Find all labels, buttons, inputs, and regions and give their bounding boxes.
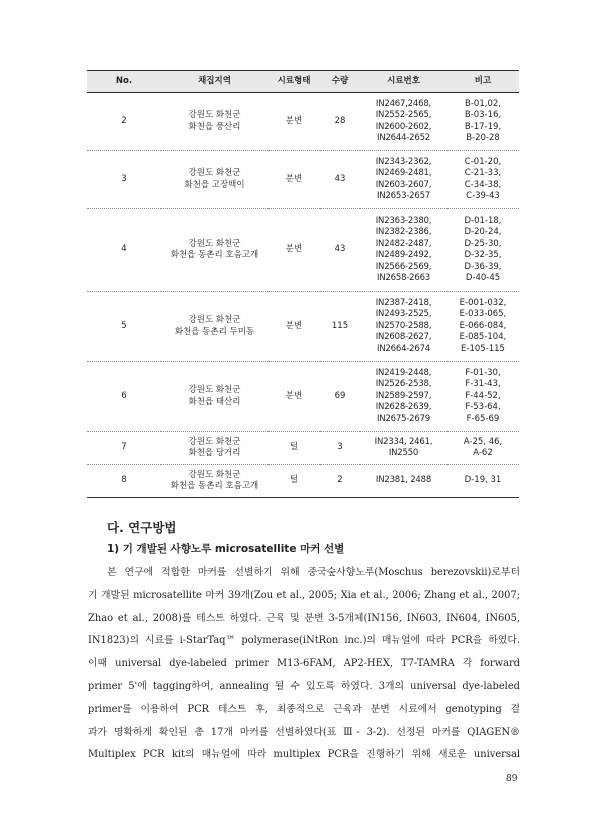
cell-region-line: 화천읍 동촌리 호음고개 [170, 250, 259, 260]
table-row [87, 362, 519, 432]
cell-notes [447, 292, 519, 362]
cell-sample-ids-line: IN2603-2607, [375, 179, 432, 190]
cell-sample-ids [360, 292, 447, 362]
cell-region-line: 강원도 화천군 [188, 469, 241, 480]
table-row [87, 209, 519, 292]
cell-sample-ids-line: IN2658-2663 [377, 273, 430, 283]
cell-region-line: 강원도 화천군 [188, 168, 241, 178]
cell-sample-ids-line: IN2387-2418, [375, 297, 432, 308]
table-row [87, 432, 519, 465]
cell-sample-ids [360, 465, 447, 498]
header-sample-ids: 시료번호 [360, 71, 447, 93]
cell-sample-ids-line: IN2482-2487, [375, 238, 432, 249]
cell-sample-form: 분변 [268, 209, 320, 292]
cell-sample-ids [360, 209, 447, 292]
cell-no: 5 [87, 292, 161, 362]
cell-no: 6 [87, 362, 161, 432]
cell-notes-line: E-001-032, [459, 297, 507, 308]
cell-region-line: 강원도 화천군 [188, 385, 241, 395]
cell-notes-line: B-20-28 [466, 133, 500, 143]
cell-sample-ids-line: IN2552-2565, [375, 110, 432, 120]
cell-notes-line: A-62 [473, 448, 493, 458]
cell-region [161, 209, 268, 292]
cell-notes-line: D-40-45 [465, 273, 501, 283]
subsection-title: 1) 기 개발된 사향노루 microsatellite 마커 선별 [107, 543, 345, 555]
cell-sample-ids-line: IN2675-2679 [377, 413, 430, 424]
cell-sample-form: 분변 [268, 292, 320, 362]
cell-sample-ids-line: IN2363-2380, [375, 215, 432, 226]
cell-region-line: 화천읍 동촌리 호음고개 [170, 481, 259, 491]
cell-notes-line: D-20-24, [464, 227, 502, 237]
cell-sample-ids-line: IN2489-2492, [375, 250, 432, 260]
table-body [87, 93, 519, 498]
cell-sample-ids-line: IN2334, 2461, [374, 436, 433, 447]
cell-notes [447, 151, 519, 209]
cell-region-line: 화천읍 동촌리 두미동 [174, 326, 255, 337]
body-line: Zhao et al., 2008)를 테스트 하였다. 근육 및 분변 3-5개체(IN156, IN603, IN604, IN605, [88, 612, 520, 624]
cell-count: 2 [320, 465, 360, 498]
cell-region-line: 강원도 화천군 [188, 238, 241, 249]
cell-notes-line: D-01-18, [464, 215, 502, 226]
body-line: 본 연구에 적합한 마커를 선별하기 위해 중국숲사향노루(Moschus berezovskii)로부터 [107, 567, 520, 578]
cell-no: 7 [87, 432, 161, 465]
cell-region [161, 93, 268, 151]
table-header-row [87, 71, 519, 93]
section-title: 다. 연구방법 [107, 520, 177, 535]
cell-sample-ids-line: IN2600-2602, [375, 121, 432, 132]
cell-region-line: 강원도 화천군 [188, 436, 241, 447]
cell-notes-line: D-25-30, [464, 238, 502, 249]
sample-collection-table [87, 70, 519, 498]
cell-notes-line: B-03-16, [464, 110, 502, 120]
cell-sample-ids-line: IN2550 [388, 448, 419, 458]
cell-count: 3 [320, 432, 360, 465]
cell-notes-line: E-105-115 [461, 343, 505, 354]
cell-count: 43 [320, 151, 360, 209]
cell-region-line: 강원도 화천군 [188, 110, 241, 120]
cell-notes [447, 362, 519, 432]
cell-sample-ids-line: IN2382-2386, [375, 227, 432, 237]
cell-region-line: 화천읍 풍산리 [188, 121, 241, 132]
cell-region-line: 화천읍 당거리 [188, 448, 241, 458]
cell-sample-ids-line: IN2664-2674 [377, 343, 430, 354]
cell-notes-line: D-19, 31 [464, 475, 502, 486]
page-number: 89 [506, 774, 518, 784]
cell-sample-ids-line: IN2608-2627, [375, 332, 432, 343]
cell-sample-ids [360, 151, 447, 209]
cell-notes-line: F-01-30, [465, 367, 501, 378]
cell-no: 8 [87, 465, 161, 498]
cell-notes-line: B-01,02, [465, 98, 501, 109]
table-row [87, 465, 519, 498]
cell-notes-line: C-39-43 [466, 191, 500, 201]
cell-sample-ids-line: IN2644-2652 [377, 133, 430, 143]
cell-region [161, 465, 268, 498]
cell-region [161, 151, 268, 209]
body-line: 기 개발된 microsatellite 마커 39개(Zou et al., 2005; Xia et al., 2006; Zhang et al., 2007; [88, 589, 520, 601]
cell-sample-ids [360, 362, 447, 432]
cell-sample-form: 분변 [268, 362, 320, 432]
cell-notes-line: D-32-35, [464, 250, 502, 260]
cell-sample-ids-line: IN2566-2569, [375, 261, 432, 272]
cell-sample-ids-line: IN2526-2538, [375, 379, 432, 390]
cell-region [161, 292, 268, 362]
body-line: 이때 universal dye-labeled primer M13-6FAM, AP2-HEX, T7-TAMRA 각 forward [88, 658, 520, 670]
cell-sample-ids-line: IN2628-2639, [375, 402, 432, 413]
cell-region-line: 화천읍 고장백이 [184, 179, 245, 190]
header-notes: 비고 [447, 71, 519, 93]
cell-sample-ids-line: IN2467,2468, [375, 98, 432, 109]
header-no: No. [87, 71, 161, 93]
table-row [87, 292, 519, 362]
body-line: primer 5'에 tagging하여, annealing 될 수 있도록 하였다. 3개의 universal dye-labeled [88, 680, 520, 692]
body-line: Multiplex PCR kit의 매뉴얼에 따라 multiplex PCR을 진행하기 위해 새로운 universal [88, 749, 520, 761]
cell-count: 28 [320, 93, 360, 151]
cell-notes-line: C-01-20, [464, 156, 502, 167]
cell-notes [447, 93, 519, 151]
cell-region-line: 화천읍 태산리 [188, 396, 241, 407]
cell-sample-ids-line: IN2343-2362, [375, 156, 432, 167]
cell-notes-line: C-34-38, [464, 179, 502, 190]
cell-sample-ids-line: IN2419-2448, [375, 367, 432, 378]
cell-sample-ids-line: IN2381, 2488 [375, 475, 432, 486]
body-paragraph [88, 562, 520, 767]
cell-count: 115 [320, 292, 360, 362]
header-region: 채집지역 [161, 71, 268, 93]
body-line: 과가 명확하게 확인된 총 17개 마커를 선별하였다(표 Ⅲ- 3-2). 선정된 마커를 QIAGEN® [88, 726, 520, 738]
cell-notes-line: F-65-69 [466, 413, 500, 424]
body-line: primer를 이용하여 PCR 테스트 후, 최종적으로 근육과 분변 시료에서 genotyping 결 [88, 703, 520, 715]
body-line: IN1823)의 시료를 i-StarTaq™ polymerase(iNtRon inc.)의 매뉴얼에 따라 PCR을 하였다. [88, 635, 520, 647]
cell-notes-line: B-17-19, [464, 121, 502, 132]
cell-notes-line: D-36-39, [464, 261, 502, 272]
cell-count: 69 [320, 362, 360, 432]
cell-no: 2 [87, 93, 161, 151]
cell-sample-ids-line: IN2469-2481, [375, 168, 432, 178]
cell-sample-ids [360, 432, 447, 465]
cell-sample-form: 털 [268, 465, 320, 498]
cell-sample-form: 분변 [268, 93, 320, 151]
cell-notes [447, 432, 519, 465]
cell-region [161, 362, 268, 432]
header-count: 수량 [320, 71, 360, 93]
cell-sample-ids-line: IN2653-2657 [377, 191, 430, 201]
table-row [87, 151, 519, 209]
cell-notes-line: E-085-104, [459, 332, 507, 343]
cell-notes-line: F-53-64, [465, 402, 501, 413]
table-row [87, 93, 519, 151]
cell-sample-ids-line: IN2570-2588, [375, 320, 432, 331]
cell-sample-ids-line: IN2493-2525, [375, 309, 432, 320]
header-sample-form: 시료형태 [268, 71, 320, 93]
cell-sample-form: 분변 [268, 151, 320, 209]
cell-count: 43 [320, 209, 360, 292]
cell-notes [447, 465, 519, 498]
cell-notes-line: F-31-43, [465, 379, 501, 390]
cell-notes-line: E-033-065, [459, 309, 507, 320]
cell-sample-form: 털 [268, 432, 320, 465]
cell-notes-line: C-21-33, [464, 168, 502, 178]
cell-notes-line: E-066-084, [459, 320, 507, 331]
cell-sample-ids [360, 93, 447, 151]
cell-region-line: 강원도 화천군 [188, 315, 241, 325]
cell-notes-line: A-25, 46, [463, 436, 503, 447]
cell-no: 4 [87, 209, 161, 292]
cell-no: 3 [87, 151, 161, 209]
cell-notes-line: F-44-52, [465, 390, 501, 401]
cell-sample-ids-line: IN2589-2597, [375, 390, 432, 401]
cell-region [161, 432, 268, 465]
cell-notes [447, 209, 519, 292]
